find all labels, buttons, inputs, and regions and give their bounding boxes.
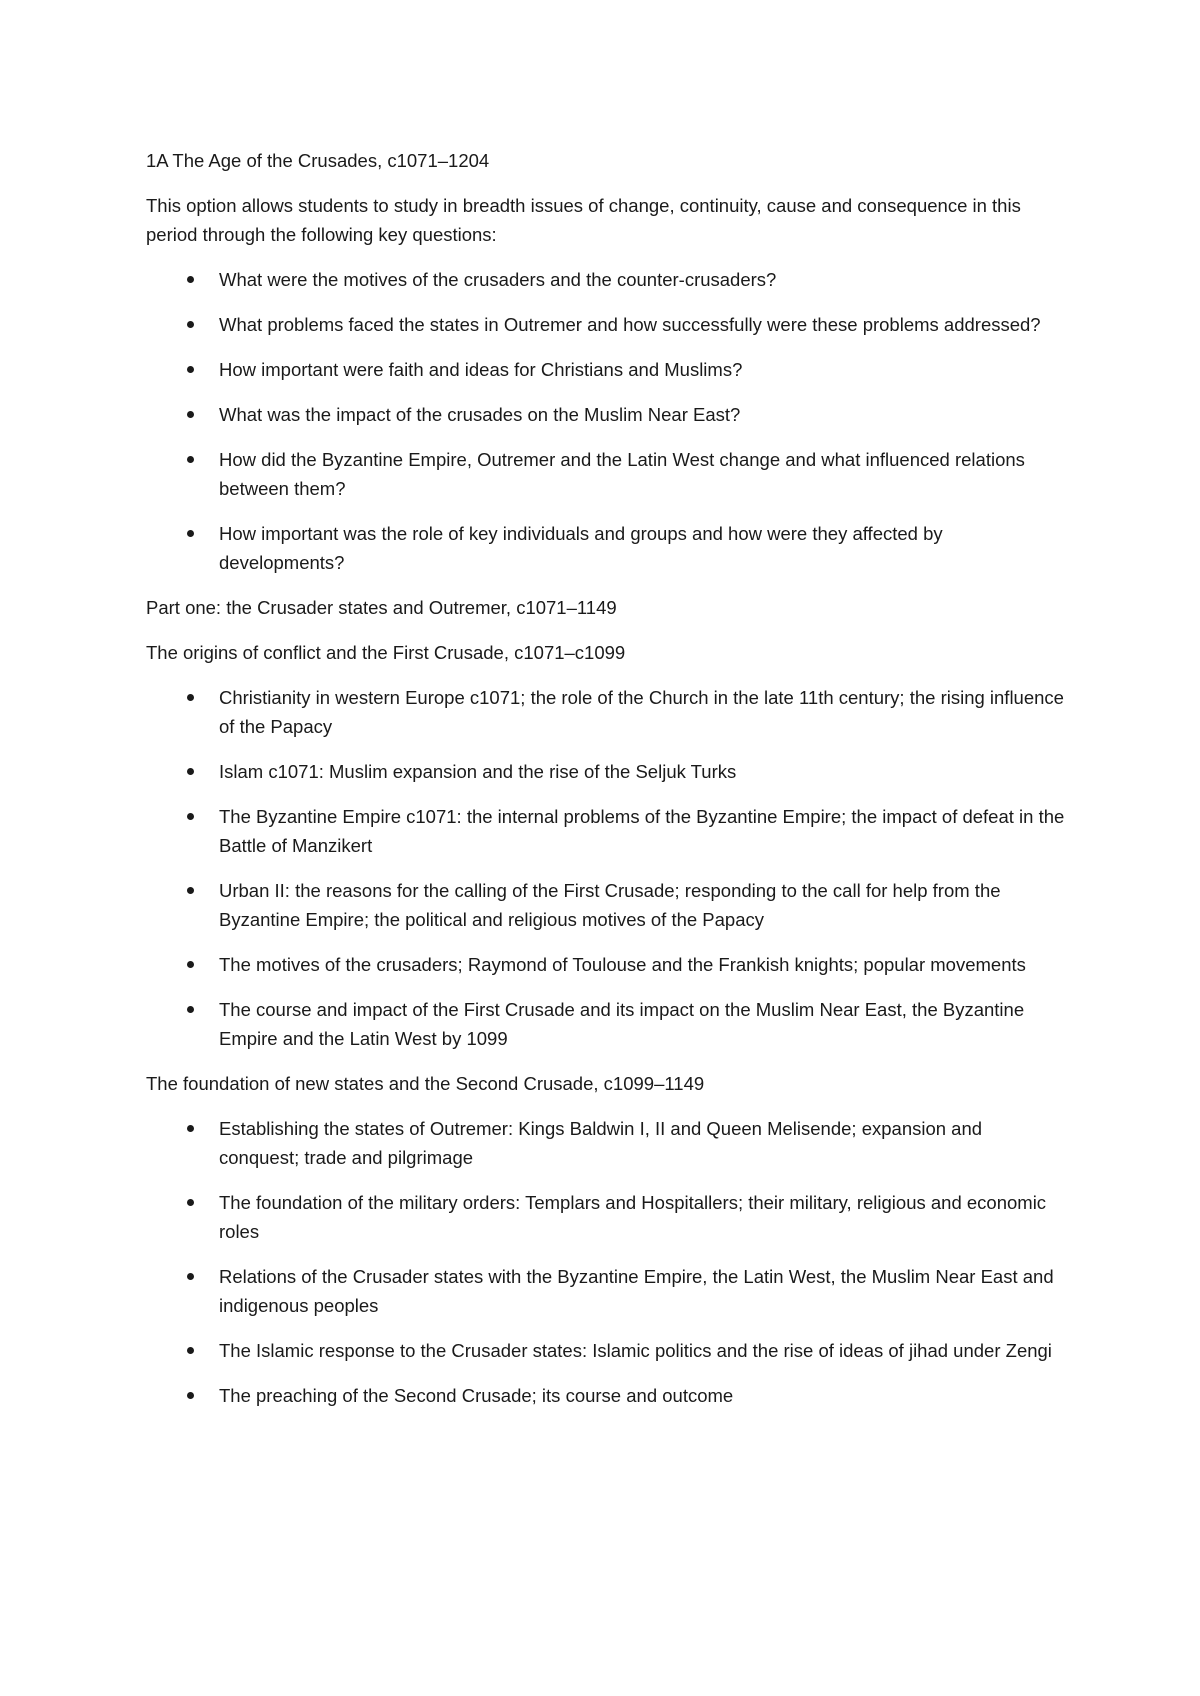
bullet-icon (187, 887, 194, 894)
list-item-text: The preaching of the Second Crusade; its course and outcome (219, 1385, 734, 1406)
list-item (146, 683, 1066, 741)
bullet-icon (187, 694, 194, 701)
list-item-text: Urban II: the reasons for the calling of the First Crusade; responding to the call for help from the Byzantine Empire; the political and religious motives of the Papacy (219, 880, 1001, 930)
list-item (146, 265, 1066, 294)
bullet-icon (187, 411, 194, 418)
section-heading: The foundation of new states and the Second Crusade, c1099–1149 (146, 1073, 705, 1094)
bullet-icon (187, 813, 194, 820)
list-item (146, 1114, 1066, 1172)
bullet-icon (187, 1199, 194, 1206)
list-item (146, 400, 1066, 429)
bullet-icon (187, 1125, 194, 1132)
list-item (146, 876, 1066, 934)
bullet-icon (187, 366, 194, 373)
document-page (146, 146, 1066, 1426)
list-item-text: Christianity in western Europe c1071; the role of the Church in the late 11th century; the rising influence of the Papacy (219, 687, 1064, 737)
list-item-text: How did the Byzantine Empire, Outremer and the Latin West change and what influenced relations between them? (219, 449, 1025, 499)
list-item (146, 802, 1066, 860)
list-item-text: What were the motives of the crusaders and the counter-crusaders? (219, 269, 777, 290)
part-one-heading: Part one: the Crusader states and Outremer, c1071–1149 (146, 597, 617, 618)
list-item (146, 757, 1066, 786)
list-item-text: The Islamic response to the Crusader states: Islamic politics and the rise of ideas of jihad under Zengi (219, 1340, 1052, 1361)
list-item (146, 310, 1066, 339)
list-item (146, 355, 1066, 384)
list-item-text: Islam c1071: Muslim expansion and the rise of the Seljuk Turks (219, 761, 737, 782)
list-item-text: The motives of the crusaders; Raymond of Toulouse and the Frankish knights; popular movements (219, 954, 1026, 975)
bullet-icon (187, 1347, 194, 1354)
list-item (146, 445, 1066, 503)
list-item-text: What problems faced the states in Outremer and how successfully were these problems addressed? (219, 314, 1041, 335)
section-two-list (146, 1114, 1066, 1410)
list-item-text: What was the impact of the crusades on the Muslim Near East? (219, 404, 741, 425)
section-one-list (146, 683, 1066, 1053)
bullet-icon (187, 456, 194, 463)
section-heading: The origins of conflict and the First Crusade, c1071–c1099 (146, 642, 626, 663)
list-item-text: Establishing the states of Outremer: Kings Baldwin I, II and Queen Melisende; expansion and conquest; trade and pilgrimage (219, 1118, 983, 1168)
list-item-text: How important were faith and ideas for Christians and Muslims? (219, 359, 743, 380)
list-item (146, 1381, 1066, 1410)
list-item-text: The Byzantine Empire c1071: the internal problems of the Byzantine Empire; the impact of defeat in the Battle of Manzikert (219, 806, 1065, 856)
bullet-icon (187, 1006, 194, 1013)
list-item-text: Relations of the Crusader states with the Byzantine Empire, the Latin West, the Muslim Near East and indigenous peoples (219, 1266, 1054, 1316)
bullet-icon (187, 321, 194, 328)
document-title: 1A The Age of the Crusades, c1071–1204 (146, 150, 490, 171)
bullet-icon (187, 530, 194, 537)
list-item (146, 1262, 1066, 1320)
bullet-icon (187, 961, 194, 968)
list-item-text: The course and impact of the First Crusade and its impact on the Muslim Near East, the Byzantine Empire and the Latin West by 1099 (219, 999, 1025, 1049)
bullet-icon (187, 768, 194, 775)
list-item (146, 995, 1066, 1053)
list-item (146, 950, 1066, 979)
bullet-icon (187, 276, 194, 283)
list-item (146, 519, 1066, 577)
bullet-icon (187, 1392, 194, 1399)
key-questions-list (146, 265, 1066, 577)
list-item-text: The foundation of the military orders: Templars and Hospitallers; their military, religious and economic roles (219, 1192, 1047, 1242)
list-item (146, 1188, 1066, 1246)
list-item-text: How important was the role of key individuals and groups and how were they affected by developments? (219, 523, 943, 573)
intro-paragraph: This option allows students to study in breadth issues of change, continuity, cause and consequence in this period through the following key questions: (146, 195, 1021, 245)
list-item (146, 1336, 1066, 1365)
bullet-icon (187, 1273, 194, 1280)
